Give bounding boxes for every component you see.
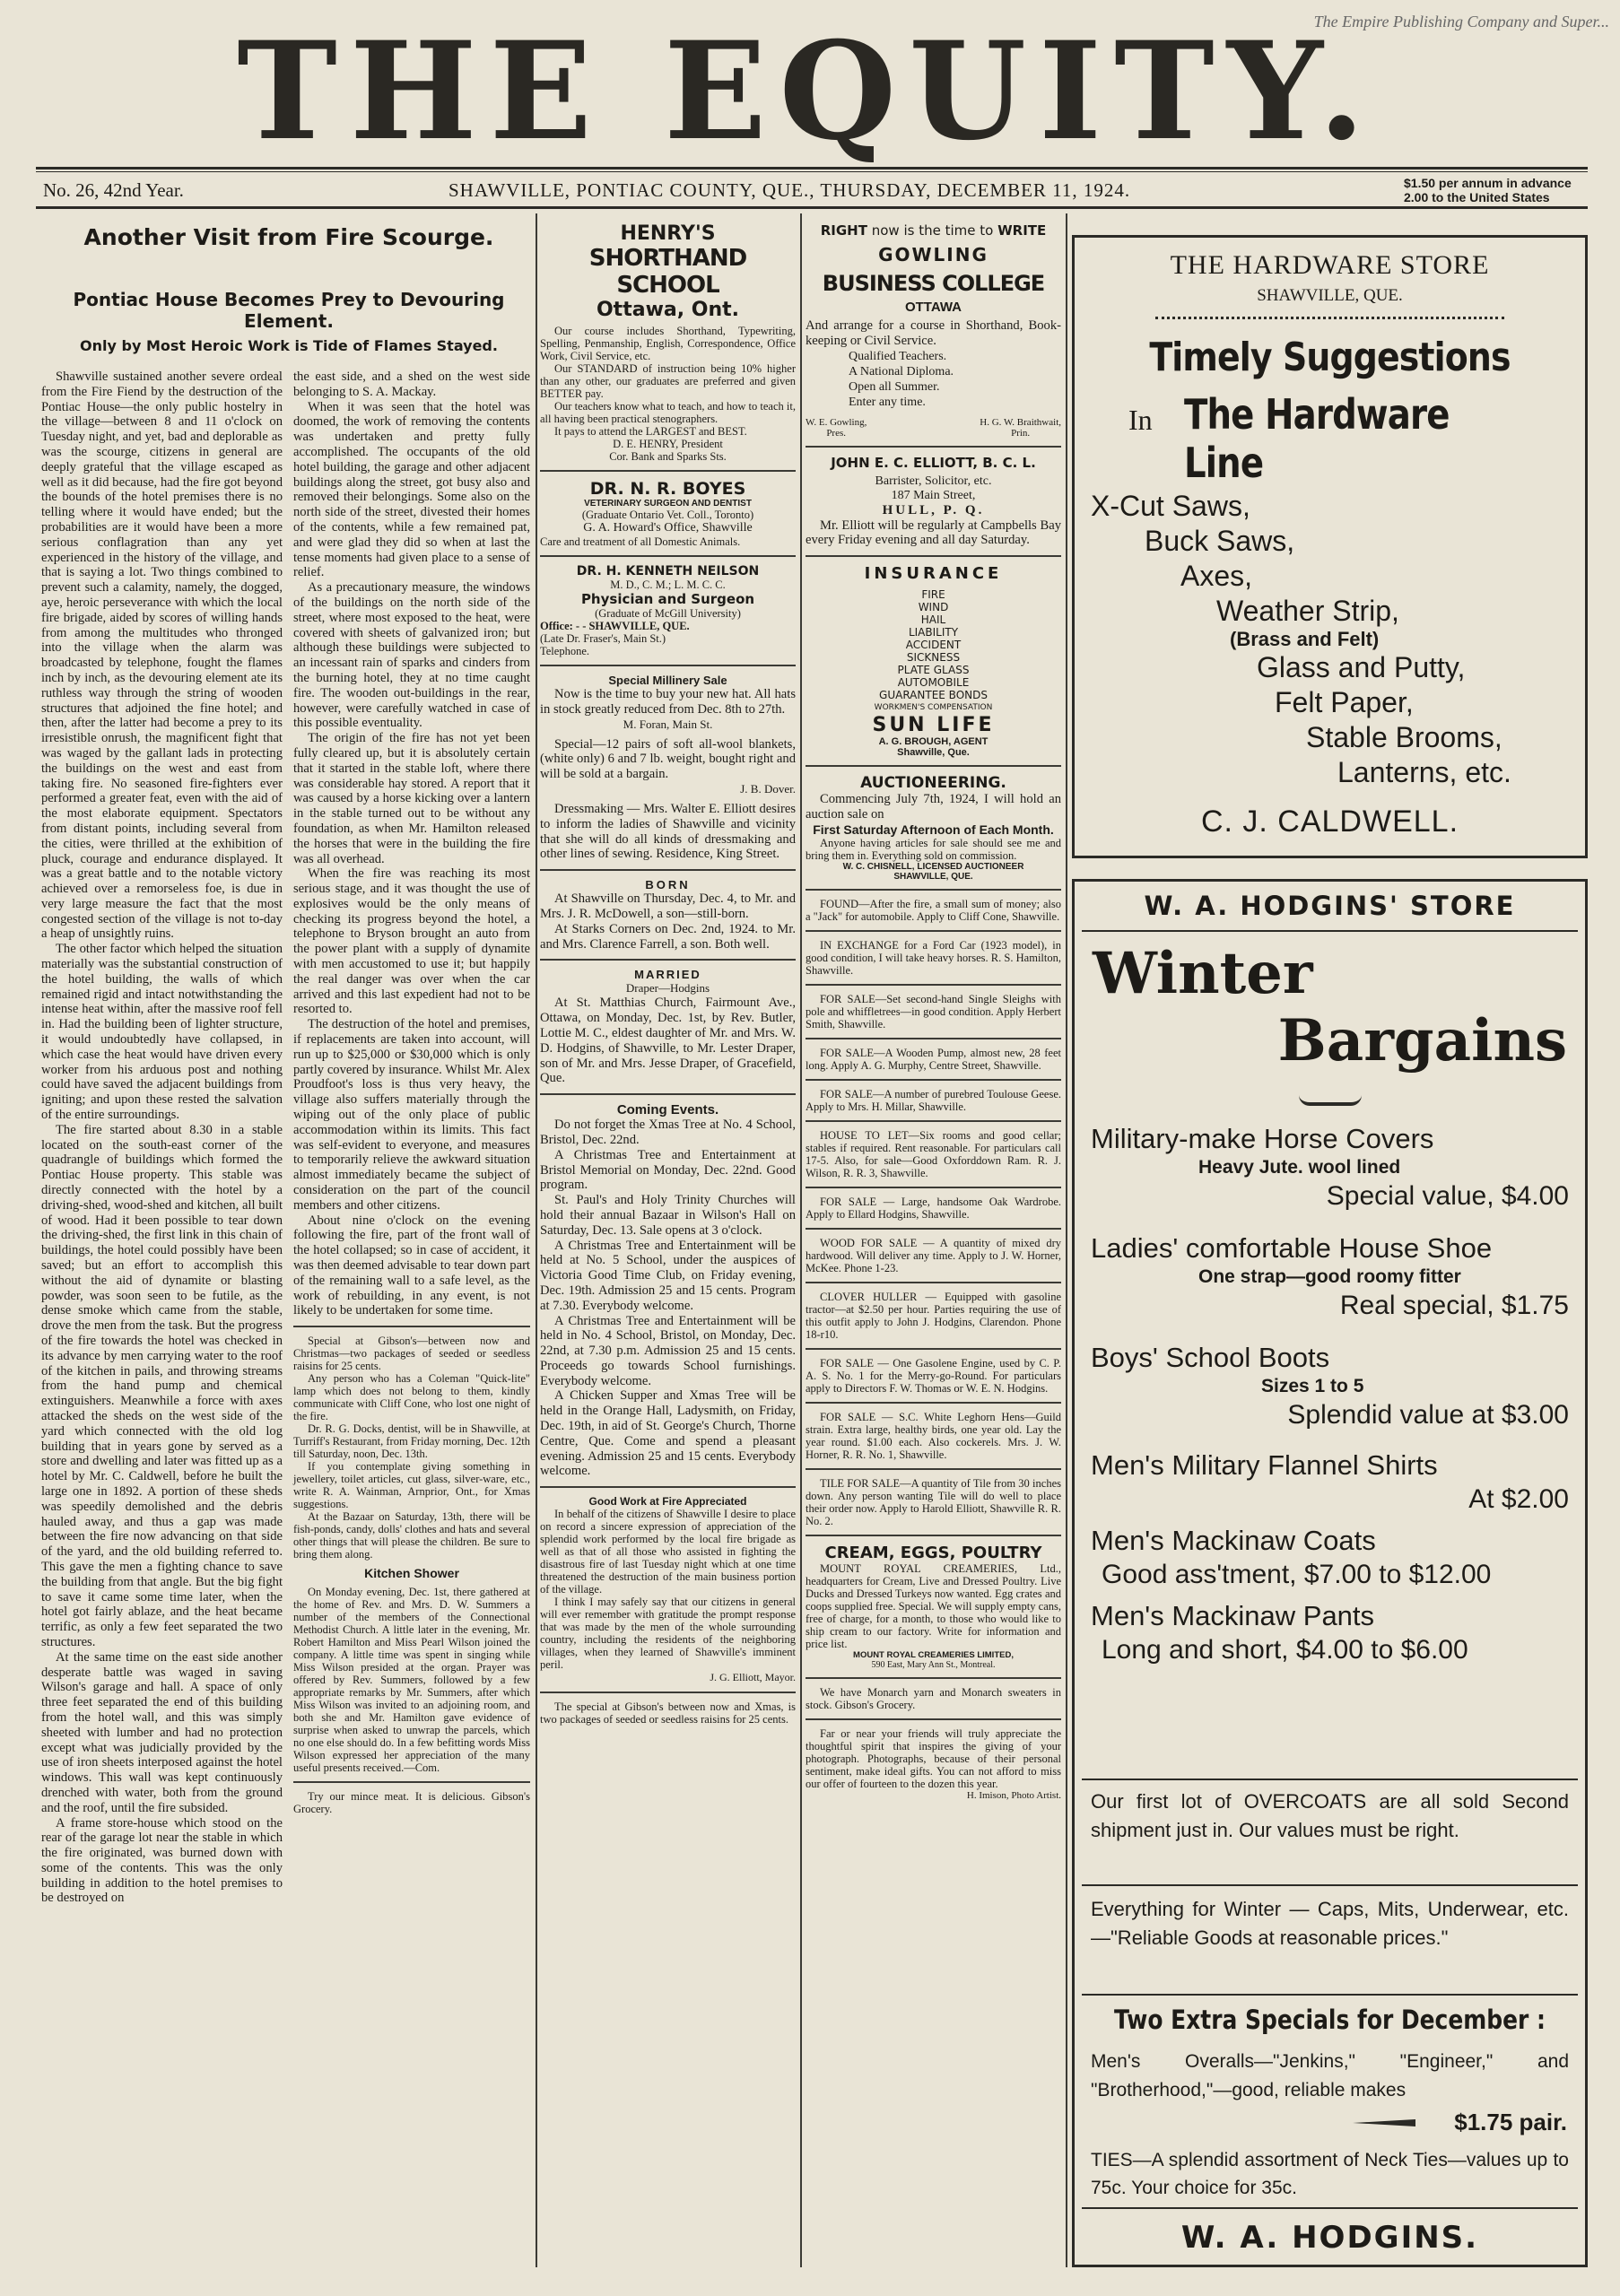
hodgins-overcoats: Our first lot of OVERCOATS are all sold Second shipment just in. Our values must be right. xyxy=(1091,1790,1569,1841)
hardware-item: Buck Saws, xyxy=(1145,525,1295,557)
gowling-pres-title: Pres. xyxy=(826,427,847,439)
hardware-timely: Timely Suggestions xyxy=(1149,335,1511,380)
hardware-item: Glass and Putty, xyxy=(1257,651,1466,683)
separator xyxy=(806,1468,1061,1470)
goodwork-text: I think I may safely say that our citizens in general will ever remember with gratitude the prompt response that was made by the men of the whole surrounding country, including the residents of the neighboring villages, when they learned of Shawville's imminent peril. xyxy=(540,1596,796,1672)
classified-ad: FOR SALE — Large, handsome Oak Wardrobe. Apply to Ellard Hodgins, Shawville. xyxy=(806,1195,1061,1221)
kitchen-shower-text: On Monday evening, Dec. 1st, there gathered at the home of Rev. and Mrs. D. W. Summers a number of the members of the Connectional Methodist Church. A little later in the evening, Mr. Robert Hamilton and Miss Pearl Wilson joined the company. A little time was spent in singing while Miss Wilson presided at the organ. Prayer was offered by Rev. Summers, followed by a few appropriate remarks by Mr. Summers, after which Miss Wilson was invited to an adjoining room, and both she and Mr. Hamilton gave evidence of surprise when asked to unwrap the parcels, which no one else should do. In a few befitting words Miss Wilson expressed her appreciation of the many useful presents received.—Com. xyxy=(293,1586,530,1775)
column-divider-1 xyxy=(536,213,537,2267)
event-item: A Christmas Tree and Entertainment will be held in No. 4 School, Bristol, on Monday, Dec. 22nd, at 7.30 p.m. Admission 25 and 15 cents. Proceeds go towards School furnishings. Everybody welcome. xyxy=(540,1313,796,1388)
hodgins-rule xyxy=(1082,1779,1578,1780)
article-para: When it was seen that the hotel was doomed, the work of removing the contents was undertaken and pretty fully accomplished. The occupants of the old hotel building, the garage and other adjacent buildings along the street, got busy also and removed their belongings. Some also on the north side of the street, divested their homes of the contents, while a few remained pat, and were glad they did so when at last the tense moments had given place to a sense of relief. xyxy=(293,399,530,580)
article-para: The origin of the fire has not yet been fully cleared up, but it is absolutely certain that it started in the stable loft, where there was considerable hay stored. A report that it was caused by a horse kicking over a lantern in the stable turned out to be without any foundation, as when Mr. Hamilton released the horses that were in the building the fire was all overhead. xyxy=(293,731,530,866)
article-para: The fire started about 8.30 in a stable located on the south-east corner of the quadrangle of buildings which formed the Pontiac House property. This stable was directly connected with the hotel by a driving-shed, wood-shed and kitchen, all built of wood. Had it been possible to tear down the driving-shed, the first link in this chain of buildings, the hotel could possibly have been saved; but an effort to accomplish this without the aid of dynamite or blasting powder, was soon seen to be futile, as the dense smoke which came from the stable, drove the men from the task. But the progress of the fire towards the hotel was checked in its advance by men carrying water to the roof of the kitchen in pails, and throwing streams from the hand pump and chemical extinguishers. Meanwhile a force with axes attacked the sheds on the west side of the yard which connected with the old log building that in years gone by served as a store and dwelling and later was fitted up as a hotel by Mr. C. Caldwell, before he built the large one in 1892. A portion of these sheds was speedily demolished and the debris hauled away, and thus a gap was made between the fire now advancing on that side of the yard, and the old building referred to. This gave the men a fighting chance to save the building from that angle. But the big fight to save it came some time later, when the hotel got fairly ablaze, and the heat became terrific, as only a few feet separated the two structures. xyxy=(41,1122,283,1649)
neilson-late: (Late Dr. Fraser's, Main St.) xyxy=(540,632,666,645)
article-heads xyxy=(41,285,536,354)
separator xyxy=(806,1535,1061,1536)
separator xyxy=(806,1402,1061,1404)
column-3 xyxy=(540,213,796,2267)
neilson-degrees: M. D., C. M.; L. M. C. C. xyxy=(610,578,726,591)
separator xyxy=(293,1781,530,1783)
hodgins-item-title: Men's Mackinaw Coats xyxy=(1091,1525,1376,1556)
insurance-agent: A. G. BROUGH, AGENT xyxy=(878,736,989,748)
hodgins-winter-text: Everything for Winter — Caps, Mits, Underwear, etc.—"Reliable Goods at reasonable prices." xyxy=(1091,1898,1569,1949)
separator xyxy=(806,1348,1061,1350)
hodgins-store-ad xyxy=(1072,879,1588,2267)
hodgins-title: W. A. HODGINS' STORE xyxy=(1144,891,1516,921)
neilson-tel: Telephone. xyxy=(540,645,590,657)
auction-text: Anyone having articles for sale should see me and bring them in. Everything sold on commission. xyxy=(806,836,1061,862)
hardware-item: Axes, xyxy=(1180,560,1253,592)
separator xyxy=(806,1677,1061,1679)
classified-ad: HOUSE TO LET—Six rooms and good cellar; stables if required. Rent reasonable. For particulars call 17-5. Also, for sale—Good Oxforddown Ram. R. J. Wilson, R. R. 3, Shawville. xyxy=(806,1128,1061,1179)
classified-ad: IN EXCHANGE for a Ford Car (1923 model), in good condition, I will take heavy horses. R. S. Hamilton, Shawville. xyxy=(806,938,1061,977)
millinery-text: Now is the time to buy your new hat. All hats in stock greatly reduced from Dec. 8th to 27th. xyxy=(540,687,796,717)
hodgins-item-price: Splendid value at $3.00 xyxy=(1287,1400,1569,1430)
hardware-item: X-Cut Saws, xyxy=(1091,490,1250,522)
millinery-heading: Special Millinery Sale xyxy=(608,674,727,687)
local-notice: Any person who has a Coleman "Quick-lite" lamp which does not belong to them, kindly communicate with Cliff Cone, who lost one night of the fire. xyxy=(293,1372,530,1423)
article-para: The destruction of the hotel and premises, if replacements are taken into account, will run up to $25,000 or $30,000 which is only partly covered by insurance. Whilst Mr. Alex Proudfoot's loss is thus very heavy, the village also suffers materially through the wiping out of the only place of public accommodation within its limits. This fact was self-evident to everyone, and measures to temporarily relieve the awkward situation almost immediately became the subject of consideration on the part of the council members and other citizens. xyxy=(293,1017,530,1213)
hardware-item: (Brass and Felt) xyxy=(1230,628,1380,650)
hodgins-item-price: Real special, $1.75 xyxy=(1339,1291,1569,1320)
separator xyxy=(806,446,1061,448)
price-line-2: 2.00 to the United States xyxy=(1404,190,1550,204)
article-body-col1 xyxy=(41,370,283,2280)
column-4 xyxy=(806,213,1061,2267)
article-para: At the same time on the east side another desperate battle was waged in saving Wilson's garage and hall. A space of only three feet separated the end of this building from the hotel wall, and this was simply sheeted with lumber and had no protection except what was judicially provided by the use of iron sheets interposed against the hotel windows. This wall was kept continuously drenched with water, both from the ground and the roof, until the fire subsided. xyxy=(41,1649,283,1815)
boyes-name: DR. N. R. BOYES xyxy=(589,479,746,499)
place-and-date: SHAWVILLE, PONTIAC COUNTY, QUE., THURSDAY, DECEMBER 11, 1924. xyxy=(449,179,1131,201)
separator xyxy=(540,665,796,666)
classified-ad: CLOVER HULLER — Equipped with gasoline tractor—at $2.50 per hour. Parties requiring the use of this outfit apply to John J. Hodgins, Clarendon. Phone 18-r10. xyxy=(806,1290,1061,1341)
article-para: As a precautionary measure, the windows of the buildings on the north side of the street, where most exposed to the heat, were covered with sheets of galvanized iron; but although these buildings were subjected to an incessant rain of sparks and cinders from the burning hotel, they at no time caught fire. The wooden out-buildings in the rear, however, were carefully watched in case of this possible eventuality. xyxy=(293,580,530,731)
separator xyxy=(806,1079,1061,1081)
separator xyxy=(540,869,796,871)
insurance-item: FIRE xyxy=(921,588,945,602)
dressmaking-text: Dressmaking — Mrs. Walter E. Elliott desires to inform the ladies of Shawville and vicinity that she will do all kinds of dressmaking and other lines of sewing. Residence, King Street. xyxy=(540,801,796,862)
hodgins-item-price: Special value, $4.00 xyxy=(1326,1181,1569,1211)
separator xyxy=(806,889,1061,891)
hodgins-ties: TIES—A splendid assortment of Neck Ties—values up to 75c. Your choice for 35c. xyxy=(1091,2150,1569,2198)
gowling-item: Qualified Teachers. xyxy=(849,349,947,363)
hodgins-item-title: Men's Military Flannel Shirts xyxy=(1091,1449,1438,1481)
gowling-now: now is the time to xyxy=(871,222,994,239)
gowling-item: Enter any time. xyxy=(849,395,926,409)
insurance-item: WORKMEN'S COMPENSATION xyxy=(874,703,993,713)
hardware-list xyxy=(1091,489,1511,790)
hodgins-title-rule xyxy=(1082,930,1578,932)
classified-ad: WOOD FOR SALE — A quantity of mixed dry hardwood. Will deliver any time. Apply to J. W. Horner, McKee. Phone 1-23. xyxy=(806,1236,1061,1274)
local-notice: Dr. R. G. Docks, dentist, will be in Shawville, at Turriff's Restaurant, from Friday morning, Dec. 12th till Saturday, noon, Dec. 13th. xyxy=(293,1422,530,1461)
auction-text: Commencing July 7th, 1924, I will hold an auction sale on xyxy=(806,792,1061,822)
separator xyxy=(806,1718,1061,1720)
hodgins-item-price: Long and short, $4.00 to $6.00 xyxy=(1102,1635,1468,1665)
insurance-item: PLATE GLASS xyxy=(897,664,970,677)
article-para: When the fire was reaching its most serious stage, and it was thought the use of explosives would be the only means of checking its progress beyond the hotel, a telephone to Bryson brought an auto from the power plant with a supply of dynamite with men accustomed to use it; but happily the real danger was over when the car arrived and this last expedient had not to be resorted to. xyxy=(293,866,530,1017)
masthead-title: THE EQUITY. xyxy=(237,13,1378,170)
auction-date: First Saturday Afternoon of Each Month. xyxy=(813,822,1054,837)
separator xyxy=(540,470,796,472)
born-notice: At Shawville on Thursday, Dec. 4, to Mr. and Mrs. J. R. McDowell, a son—still-born. xyxy=(540,891,796,921)
insurance-place: Shawville, Que. xyxy=(897,747,970,759)
local-notice: At the Bazaar on Saturday, 13th, there will be fish-ponds, candy, dolls' clothes and hats and several other things that will please the children. Be sure to bring them along. xyxy=(293,1510,530,1561)
separator xyxy=(540,555,796,557)
goodwork-heading: Good Work at Fire Appreciated xyxy=(588,1495,747,1509)
gowling-header xyxy=(806,222,1061,239)
hardware-item: Stable Brooms, xyxy=(1306,721,1502,753)
neilson-title: Physician and Surgeon xyxy=(580,591,755,607)
separator xyxy=(806,1038,1061,1039)
event-item: A Christmas Tree and Entertainment will be held at No. 5 School, under the auspices of Victoria Good Time Club, on Friday evening, Dec. 19th. Admission 25 and 15 cents. Program at 7.30. Everybody welcome. xyxy=(540,1238,796,1313)
cream-sig: MOUNT ROYAL CREAMERIES LIMITED, xyxy=(853,1649,1014,1660)
henrys-text: Our STANDARD of instruction being 10% higher than any other, our graduates are preferred and given BETTER pay. xyxy=(540,362,796,400)
gowling-sigs xyxy=(806,417,1061,439)
goodwork-sig: J. G. Elliott, Mayor. xyxy=(710,1671,796,1684)
article-para: the east side, and a shed on the west side belonging to S. A. Mackay. xyxy=(293,370,530,399)
gowling-prin-title: Prin. xyxy=(1011,427,1031,439)
hodgins-item-desc: One strap—good roomy fitter xyxy=(1198,1266,1461,1287)
insurance-item: WIND xyxy=(918,601,949,614)
elliott-street: 187 Main Street, xyxy=(891,488,976,502)
neilson-office: Office: - - SHAWVILLE, QUE. xyxy=(540,620,690,632)
married-names: Draper—Hodgins xyxy=(625,981,710,996)
hodgins-bargains: Bargains xyxy=(1277,1007,1567,1074)
separator xyxy=(293,1326,530,1327)
separator xyxy=(806,1228,1061,1230)
gowling-pres-name: W. E. Gowling, xyxy=(806,416,867,428)
dateline-rule xyxy=(36,206,1588,209)
column-divider-3 xyxy=(1066,213,1067,2267)
hardware-store-ad xyxy=(1072,235,1588,858)
henrys-text: Our course includes Shorthand, Typewriting, Spelling, Penmanship, English, Correspondence, Office Work, Civil Service, etc. xyxy=(540,325,796,362)
hodgins-overalls: Men's Overalls—"Jenkins," "Engineer," and "Brotherhood,"—good, reliable makes xyxy=(1091,2051,1569,2100)
elliott-text: Mr. Elliott will be regularly at Campbells Bay every Friday evening and all day Saturday. xyxy=(806,517,1061,548)
married-text: At St. Matthias Church, Fairmount Ave., Ottawa, on Monday, Dec. 1st, by Rev. Butler, Lottie M. C., eldest daughter of Mr. and Mrs. W. D. Hodgins, of Shawville, to Mr. Lester Draper, son of Mr. and Mrs. Jesse Draper, of Gracefield, Que. xyxy=(540,996,796,1086)
insurance-item: AUTOMOBILE xyxy=(897,676,970,690)
insurance-item: SICKNESS xyxy=(906,651,961,665)
article-para: Shawville sustained another severe ordeal from the Fire Fiend by the destruction of the Pontiac House—the only public hostelry in the village—between 8 and 11 o'clock on Tuesday night, and yet, bad and deplorable as was the scourge, citizens in general are deeply grateful that the village escaped as well as it did because, had the fire got beyond the bounds of the hotel premises there is no telling where it would have ended; but the probabilities are it would have been a more serious conflagration than any yet experienced in the history of the village, and that is saying a lot. Two things combined to prevent such a calamity, namely, the dogged, aye, heroic perseverance with which the local fire brigade, aided by scores of willing hands from among the multitudes who thronged into the village when the alarm was broadcasted by telephone, fought the flames inch by inch, as the devouring element ate its ruthless way through the string of wooden structures that adjoined the fine hotel; and then, after the latter had become a prey to its irresistible onrush, the magnificent fight that was waged by the gallant lads in protecting the buildings on the west and east from taking fire. No seasoned fire-fighters ever performed a greater feat, even with the aid of the most elaborate equipment. Spectators from distant points, including several from the cities, were thrilled at the exhibition of pluck, courage and endurance displayed. It was a great battle and to the notable victory achieved over a remorseless foe, is due in very large measure the fact that the most congested section of the village is not to-day a heap of unsightly ruins. xyxy=(41,370,283,942)
neilson-name: DR. H. KENNETH NEILSON xyxy=(576,564,760,578)
gowling-name: GOWLING xyxy=(878,244,989,265)
kitchen-shower-heading: Kitchen Shower xyxy=(364,1566,459,1581)
classified-ad: FOR SALE—A number of purebred Toulouse Geese. Apply to Mrs. H. Millar, Shawville. xyxy=(806,1087,1061,1113)
article-para: The other factor which helped the situation materially was the substantial construction of the hotel building, the walls of which remained rigid and intact notwithstanding the intense heat within, after the massive roof fell in. Had the building been of lighter structure, it would undoubtedly have collapsed, in which case the heat would have driven every worker from his arduous post and nothing could have saved the adjacent buildings from igniting; and upon these rested the salvation of the entire surroundings. xyxy=(41,942,283,1123)
hodgins-item-title: Boys' School Boots xyxy=(1091,1342,1330,1373)
gowling-right: RIGHT xyxy=(820,222,867,239)
classified-ad: FOR SALE — S.C. White Leghorn Hens—Guild strain. Extra large, healthy birds, one year old. Lay the year round. $1.00 each. Also cockerels. Mrs. J. W. Horner, R. R. No. 1, Shawville. xyxy=(806,1410,1061,1461)
hardware-item: Felt Paper, xyxy=(1275,686,1414,718)
article-para: A frame store-house which stood on the rear of the garage lot near the stable in which the fire originated, was burned down with some of the contents. This was the only building in addition to the hotel premises to be destroyed on xyxy=(41,1815,283,1906)
gowling-write: WRITE xyxy=(997,222,1047,239)
hodgins-rule xyxy=(1082,1884,1578,1886)
hodgins-flourish xyxy=(1299,1095,1362,1106)
masthead-rule-top xyxy=(36,167,1588,170)
hodgins-item-desc: Heavy Jute. wool lined xyxy=(1198,1157,1401,1178)
cream-addr: 590 East, Mary Ann St., Montreal. xyxy=(871,1659,996,1670)
hodgins-pair-price: $1.75 pair. xyxy=(1454,2109,1567,2135)
photo-sig: H. Imison, Photo Artist. xyxy=(966,1789,1061,1801)
article-deck: Only by Most Heroic Work is Tide of Flames Stayed. xyxy=(80,337,498,354)
article-headline: Another Visit from Fire Scourge. xyxy=(83,224,494,250)
hardware-in: In xyxy=(1128,404,1153,436)
gowling-list xyxy=(806,349,1061,410)
gowling-prin-name: H. G. W. Braithwait, xyxy=(980,416,1061,428)
hodgins-rule xyxy=(1082,1994,1578,1996)
henrys-sig: D. E. HENRY, President xyxy=(613,438,723,450)
separator xyxy=(806,930,1061,932)
born-notice: At Starks Corners on Dec. 2nd, 1924. to Mr. and Mrs. Clarence Farrell, a son. Both well. xyxy=(540,921,796,952)
henrys-school: SHORTHAND SCHOOL xyxy=(588,245,747,299)
gowling-item: A National Diploma. xyxy=(849,364,954,378)
separator xyxy=(806,984,1061,986)
insurance-item: LIABILITY xyxy=(908,626,959,639)
goodwork-text: In behalf of the citizens of Shawville I desire to place on record a sincere expression of appreciation of the splendid work performed by the local fire brigade as well as that of all those who assisted in fighting the disastrous fire of last Tuesday night which at one time threatened the destruction of the main business portion of the village. xyxy=(540,1508,796,1596)
gowling-college: BUSINESS COLLEGE xyxy=(822,271,1045,296)
insurance-item: ACCIDENT xyxy=(905,639,962,652)
hodgins-item-title: Military-make Horse Covers xyxy=(1091,1123,1434,1154)
event-item: A Chicken Supper and Xmas Tree will be held in the Orange Hall, Ladysmith, on Friday, Dec. 19th, in aid of St. George's Church, Thorne Centre, Que. Come and spend a pleasant evening. Admission 25 and 15 cents. Everybody welcome. xyxy=(540,1388,796,1479)
separator xyxy=(806,1187,1061,1188)
separator xyxy=(806,555,1061,557)
event-item: Do not forget the Xmas Tree at No. 4 School, Bristol, Dec. 22nd. xyxy=(540,1118,796,1147)
classified-ad: FOR SALE—A Wooden Pump, almost new, 28 feet long. Apply A. G. Murphy, Centre Street, Shawville. xyxy=(806,1046,1061,1072)
henrys-title: HENRY'S xyxy=(620,222,716,245)
neilson-grad: (Graduate of McGill University) xyxy=(595,607,741,620)
article-para: About nine o'clock on the evening following the fire, part of the front wall of the hotel collapsed; so in case of accident, it was then deemed advisable to tear down part of the remaining wall to a safe level, as the work of rebuilding, in any event, is not likely to be undertaken for some time. xyxy=(293,1213,530,1318)
married-heading: MARRIED xyxy=(634,968,701,982)
gowling-city: OTTAWA xyxy=(904,300,962,315)
hodgins-pointer xyxy=(1353,2119,1415,2126)
article-subhead: Pontiac House Becomes Prey to Devouring Element. xyxy=(73,289,505,332)
born-heading: BORN xyxy=(645,878,691,892)
hardware-title: THE HARDWARE STORE xyxy=(1170,250,1490,280)
separator xyxy=(540,1093,796,1095)
hodgins-item-price: Good ass'tment, $7.00 to $12.00 xyxy=(1102,1560,1492,1589)
blankets-sig: J. B. Dover. xyxy=(740,781,796,796)
boyes-grad: (Graduate Ontario Vet. Coll., Toronto) xyxy=(581,509,754,521)
hodgins-item-title: Men's Mackinaw Pants xyxy=(1091,1600,1375,1631)
millinery-sig: M. Foran, Main St. xyxy=(623,717,713,731)
hardware-flourish xyxy=(1155,317,1504,319)
separator xyxy=(540,1692,796,1693)
cream-text: MOUNT ROYAL CREAMERIES, Ltd., headquarters for Cream, Live and Dressed Poultry. Live Ducks and Dressed Turkeys now wanted. Egg crates and coops supplied free. Special. We will supply empty cans, free of charge, for a month, to those who would like to ship cream to our factory. Write for information and price list. xyxy=(806,1561,1061,1650)
masthead-rule-thin xyxy=(36,171,1588,172)
henrys-text: It pays to attend the LARGEST and BEST. xyxy=(554,425,747,438)
insurance-item: HAIL xyxy=(920,613,946,627)
hodgins-item-desc: Sizes 1 to 5 xyxy=(1261,1376,1364,1396)
blankets-text: Special—12 pairs of soft all-wool blankets, (white only) 6 and 7 lb. weight, bought right and will be sold at a bargain. xyxy=(540,736,796,782)
separator xyxy=(806,765,1061,767)
local-notice: If you contemplate giving something in jewellery, toilet articles, cut glass, silver-ware, etc., write R. A. Wainman, Arnprior, Ont., for Xmas suggestions. xyxy=(293,1460,530,1511)
separator xyxy=(806,1120,1061,1122)
gowling-pres xyxy=(806,417,867,439)
separator xyxy=(540,1486,796,1488)
elliott-name: JOHN E. C. ELLIOTT, B. C. L. xyxy=(831,454,1036,471)
boyes-care: Care and treatment of all Domestic Animals. xyxy=(540,535,741,548)
elliott-titles: Barrister, Solicitor, etc. xyxy=(875,474,992,488)
classified-ad: FOUND—After the fire, a small sum of money; also a "Jack" for automobile. Apply to Cliff Cone, Shawville. xyxy=(806,897,1061,923)
price-line-1: $1.50 per annum in advance xyxy=(1404,176,1572,190)
sweaters-note: We have Monarch yarn and Monarch sweaters in stock. Gibson's Grocery. xyxy=(806,1685,1061,1711)
hardware-sig: C. J. CALDWELL. xyxy=(1200,804,1459,839)
henrys-sig: Cor. Bank and Sparks Sts. xyxy=(609,450,727,463)
elliott-city: HULL, P. Q. xyxy=(882,502,985,517)
classified-ad: TILE FOR SALE—A quantity of Tile from 30 inches down. Any person wanting Tile will do well to place their order now. Apply to Harold Elliott, Shawville R. R. No. 2. xyxy=(806,1476,1061,1527)
cream-heading: CREAM, EGGS, POULTRY xyxy=(824,1543,1042,1562)
event-item: St. Paul's and Holy Trinity Churches will hold their annual Bazaar in Wilson's Hall on Saturday, Dec. 13. Sale opens at 3 o'clock. xyxy=(540,1193,796,1238)
insurance-heading: INSURANCE xyxy=(864,564,1003,584)
gowling-item: Open all Summer. xyxy=(849,379,940,394)
hodgins-items xyxy=(1091,1122,1569,1667)
article-body-col2 xyxy=(293,370,530,2280)
photo-ad: Far or near your friends will truly appreciate the thoughtful spirit that inspires the giving of your photograph. Photographs, because of their personal sentiment, make ideal gifts. You can not afford to miss our offer of fourteen to the dozen this year. xyxy=(806,1726,1061,1790)
henrys-city: Ottawa, Ont. xyxy=(596,299,739,321)
hodgins-specials: Two Extra Specials for December : xyxy=(1114,2005,1546,2035)
issue-number: No. 26, 42nd Year. xyxy=(43,179,184,201)
hardware-place: SHAWVILLE, QUE. xyxy=(1257,286,1403,305)
event-item: A Christmas Tree and Entertainment at Bristol Memorial on Monday, Dec. 22nd. Good program. xyxy=(540,1147,796,1193)
subscription-price xyxy=(1404,176,1572,204)
insurance-list xyxy=(806,588,1061,714)
boyes-office: G. A. Howard's Office, Shawville xyxy=(583,521,753,535)
separator xyxy=(806,1282,1061,1283)
auction-sig: W. C. CHISNELL, LICENSED AUCTIONEER xyxy=(842,861,1024,872)
raisins-note: The special at Gibson's between now and Xmas, is two packages of seeded or seedless raisins for 25 cents. xyxy=(540,1700,796,1726)
separator xyxy=(540,959,796,961)
auction-place: SHAWVILLE, QUE. xyxy=(893,871,973,882)
boyes-title: VETERINARY SURGEON AND DENTIST xyxy=(584,499,752,509)
classified-ad: FOR SALE — One Gasolene Engine, used by C. P. A. S. No. 1 for the Merry-go-Round. For particulars apply to Directors F. W. Thomas or W. E. N. Hodgins. xyxy=(806,1356,1061,1395)
hardware-line: The Hardware Line xyxy=(1184,390,1450,487)
insurance-company: SUN LIFE xyxy=(872,714,995,737)
dateline xyxy=(36,176,1588,204)
events-heading: Coming Events. xyxy=(616,1102,719,1118)
hodgins-item-title: Ladies' comfortable House Shoe xyxy=(1091,1232,1493,1264)
local-notice: Special at Gibson's—between now and Christmas—two packages of seeded or seedless raisins for 25 cents. xyxy=(293,1335,530,1373)
hardware-item: Lanterns, etc. xyxy=(1337,756,1511,788)
hardware-item: Weather Strip, xyxy=(1216,595,1399,627)
hodgins-sig: W. A. HODGINS. xyxy=(1180,2220,1479,2256)
hodgins-item-price: At $2.00 xyxy=(1468,1484,1569,1514)
henrys-text: Our teachers know what to teach, and how to teach it, all having been practical stenographers. xyxy=(540,400,796,425)
column-divider-2 xyxy=(800,213,802,2267)
hodgins-winter: Winter xyxy=(1093,940,1313,1007)
mince-meat-note: Try our mince meat. It is delicious. Gibson's Grocery. xyxy=(293,1790,530,1816)
insurance-item: GUARANTEE BONDS xyxy=(879,689,988,702)
auction-heading: AUCTIONEERING. xyxy=(860,774,1006,793)
gowling-text: And arrange for a course in Shorthand, Book-keeping or Civil Service. xyxy=(806,318,1061,348)
corner-note: The Empire Publishing Company and Super... xyxy=(1313,13,1609,30)
gowling-prin xyxy=(980,417,1061,439)
hodgins-rule xyxy=(1082,2207,1578,2209)
classified-ad: FOR SALE—Set second-hand Single Sleighs with pole and whiffletrees—in good condition. Apply Herbert Smith, Shawville. xyxy=(806,992,1061,1031)
